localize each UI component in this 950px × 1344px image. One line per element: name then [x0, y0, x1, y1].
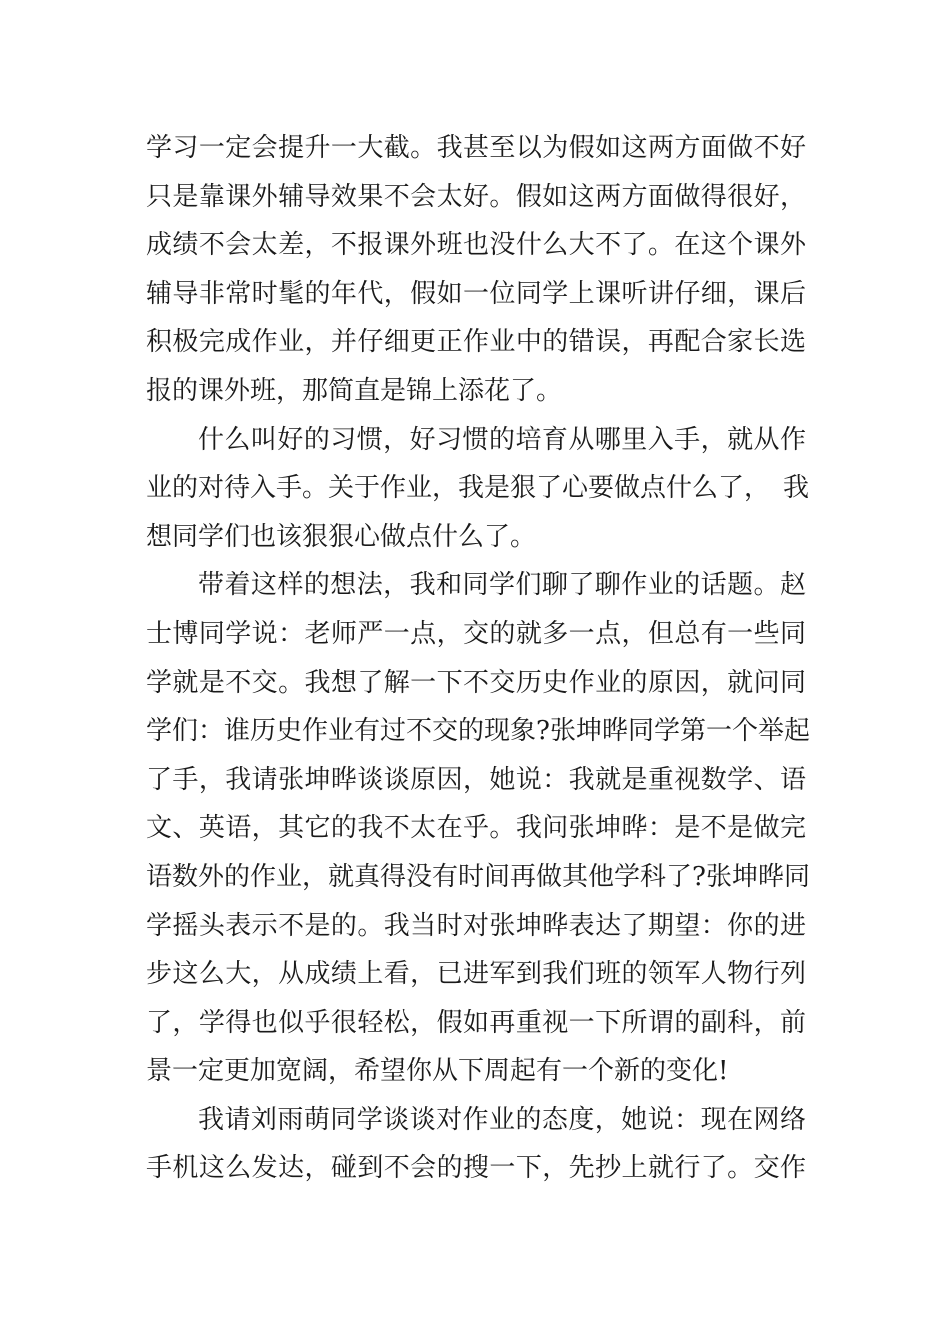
- text-line: 文、英语，其它的我不太在乎。我问张坤晔：是不是做完: [146, 813, 806, 844]
- text-line: 了，学得也似乎很轻松，假如再重视一下所谓的副科，前: [146, 1007, 806, 1038]
- text-line: 我请刘雨萌同学谈谈对作业的态度，她说：现在网络: [198, 1104, 806, 1135]
- text-line: 成绩不会太差，不报课外班也没什么大不了。在这个课外: [146, 230, 806, 261]
- text-line: 学就是不交。我想了解一下不交历史作业的原因，就问同: [146, 667, 806, 698]
- text-line: 带着这样的想法，我和同学们聊了聊作业的话题。赵: [198, 570, 806, 601]
- text-line: 业的对待入手。关于作业，我是狠了心要做点什么了， 我: [146, 473, 810, 504]
- text-line: 辅导非常时髦的年代，假如一位同学上课听讲仔细，课后: [146, 278, 806, 309]
- text-line: 只是靠课外辅导效果不会太好。假如这两方面做得很好，: [146, 181, 806, 212]
- text-line: 学们：谁历史作业有过不交的现象?张坤晔同学第一个举起: [146, 716, 810, 747]
- text-line: 什么叫好的习惯，好习惯的培育从哪里入手，就从作: [198, 424, 806, 455]
- text-line: 士博同学说：老师严一点，交的就多一点，但总有一些同: [146, 618, 806, 649]
- text-line: 步这么大，从成绩上看，已进军到我们班的领军人物行列: [146, 959, 806, 990]
- text-line: 学摇头表示不是的。我当时对张坤晔表达了期望：你的进: [146, 910, 806, 941]
- text-line: 想同学们也该狠狠心做点什么了。: [146, 521, 537, 552]
- text-line: 学习一定会提升一大截。我甚至以为假如这两方面做不好: [146, 133, 806, 163]
- text-line: 手机这么发达，碰到不会的搜一下，先抄上就行了。交作: [146, 1153, 806, 1184]
- text-line: 景一定更加宽阔，希望你从下周起有一个新的变化!: [146, 1056, 729, 1087]
- text-line: 积极完成作业，并仔细更正作业中的错误，再配合家长选: [146, 327, 806, 358]
- body-text: [146, 124, 810, 1193]
- text-line: 报的课外班，那简直是锦上添花了。: [146, 375, 563, 406]
- text-line: 了手，我请张坤晔谈谈原因，她说：我就是重视数学、语: [146, 764, 806, 795]
- text-line: 语数外的作业，就真得没有时间再做其他学科了?张坤晔同: [146, 861, 810, 892]
